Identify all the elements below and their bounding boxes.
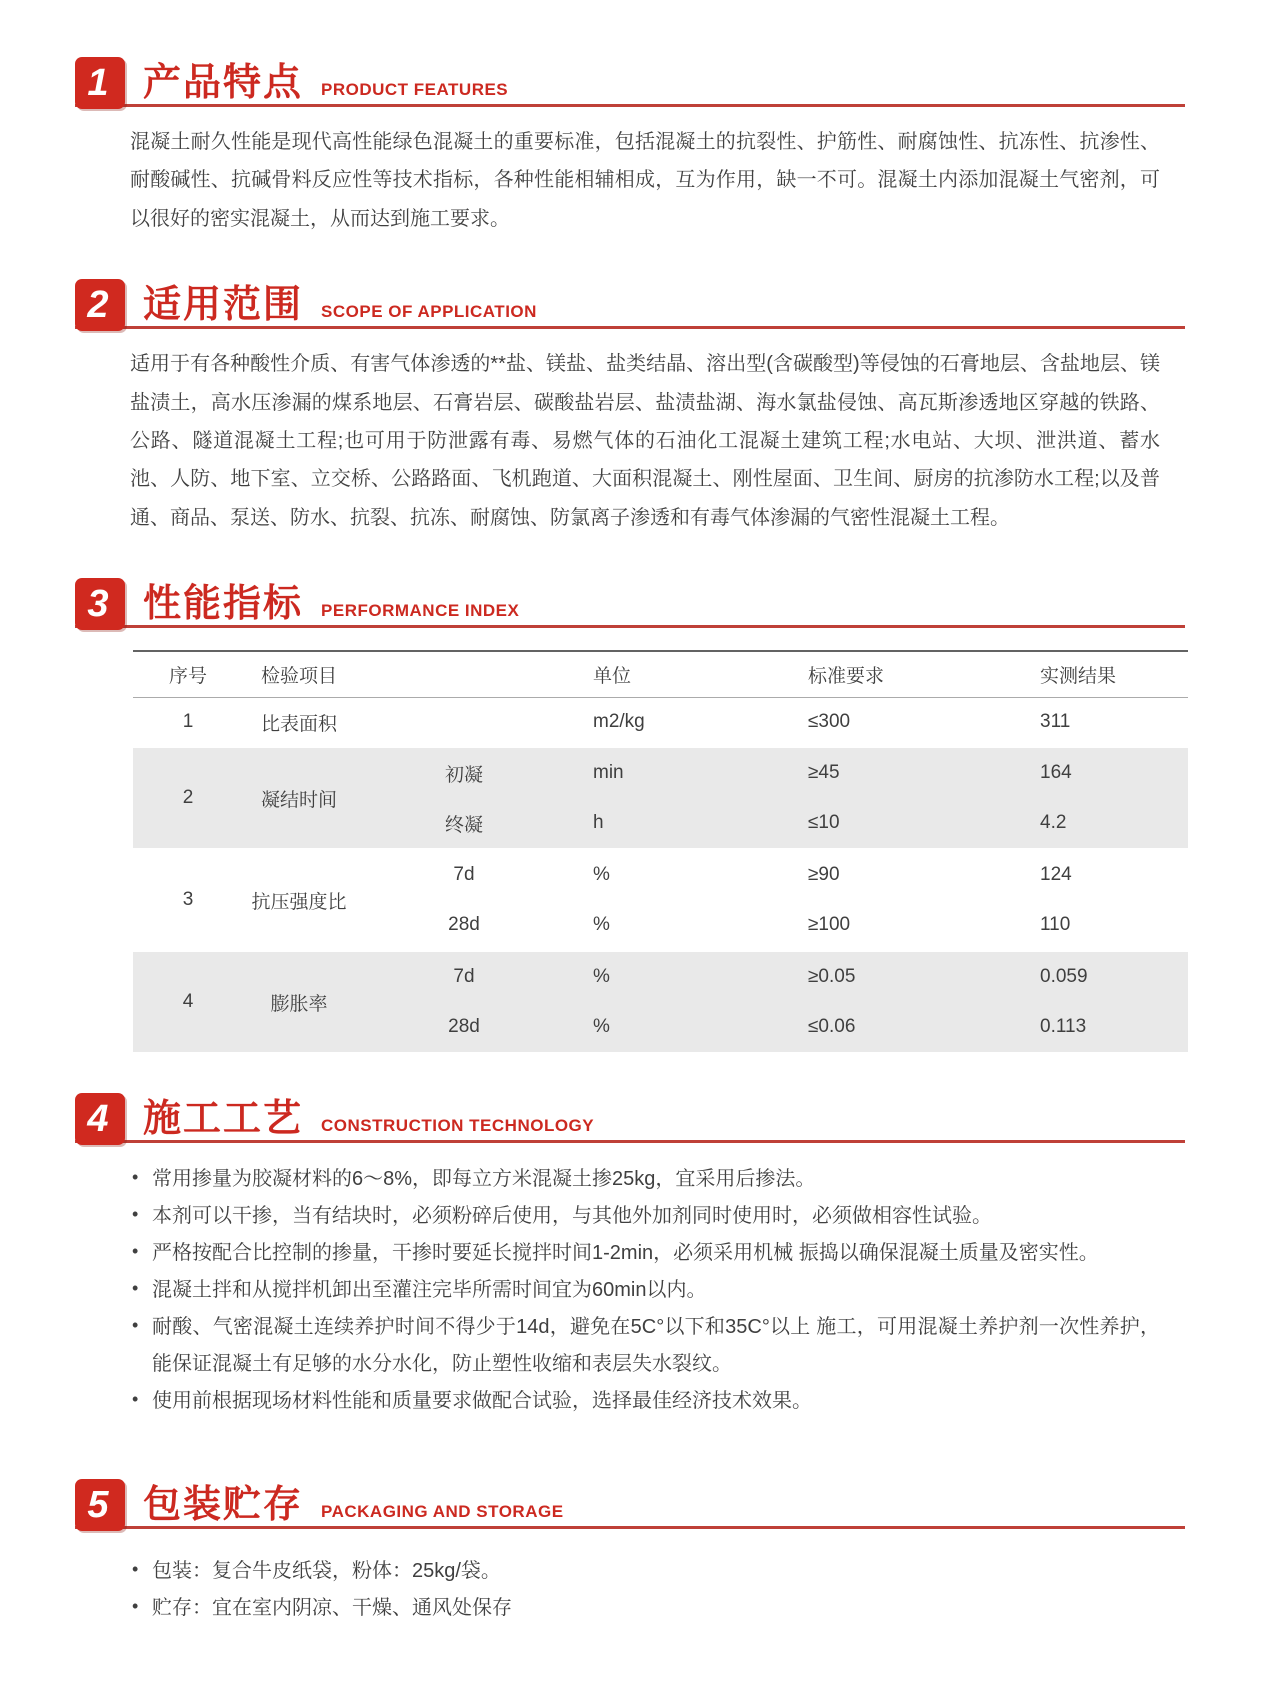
cell-unit: h xyxy=(593,812,604,834)
list-item: • 严格按配合比控制的掺量，干掺时要延长搅拌时间1-2min，必须采用机械 振捣以确保混凝土质量及密实性。 xyxy=(130,1235,1160,1272)
cell-standard: ≥45 xyxy=(808,762,840,784)
col-header-standard: 标准要求 xyxy=(808,666,885,688)
cell-unit: % xyxy=(593,914,610,936)
section-subtitle: PRODUCT FEATURES xyxy=(321,80,509,99)
list-item: • 耐酸、气密混凝土连续养护时间不得少于14d，避免在5C°以下和35C°以上 施工，可用混凝土养护剂一次性养护，能保证混凝土有足够的水分水化，防止塑性收缩和表层失水裂纹。 xyxy=(130,1309,1160,1383)
cell-item: 凝结时间 xyxy=(260,789,337,811)
section-3-header xyxy=(75,573,1185,628)
section-1-header xyxy=(75,52,1185,107)
section-number: 1 xyxy=(87,61,109,104)
cell-unit: % xyxy=(593,1016,610,1038)
cell-unit: % xyxy=(593,864,610,886)
cell-result: 0.059 xyxy=(1040,966,1088,988)
cell-item: 比表面积 xyxy=(260,713,337,735)
cell-sub: 28d xyxy=(448,914,480,936)
section-1-number-badge xyxy=(75,57,125,109)
list-item: • 本剂可以干掺，当有结块时，必须粉碎后使用，与其他外加剂同时使用时，必须做相容性试验。 xyxy=(130,1198,1160,1235)
construction-bullet-list xyxy=(130,1161,1160,1420)
list-item: • 混凝土拌和从搅拌机卸出至灌注完毕所需时间宜为60min以内。 xyxy=(130,1272,1160,1309)
cell-item: 膨胀率 xyxy=(270,993,328,1015)
table-row xyxy=(133,952,1188,1052)
list-item: • 常用掺量为胶凝材料的6～8%，即每立方米混凝土掺25kg，宜采用后掺法。 xyxy=(130,1161,1160,1198)
packaging-bullet-list xyxy=(130,1553,1160,1627)
section-packaging-and-storage xyxy=(75,1474,1185,1627)
cell-seq: 4 xyxy=(182,991,194,1013)
section-title: 产品特点 xyxy=(143,62,304,105)
cell-sub: 28d xyxy=(448,1016,480,1038)
section-subtitle: PACKAGING AND STORAGE xyxy=(321,1502,564,1522)
section-number: 3 xyxy=(87,582,109,625)
cell-sub: 初凝 xyxy=(444,764,483,786)
section-subtitle: SCOPE OF APPLICATION xyxy=(321,302,537,322)
cell-standard: ≥100 xyxy=(808,914,851,936)
table-header-row xyxy=(133,650,1188,698)
cell-result: 164 xyxy=(1040,762,1072,784)
cell-standard: ≤300 xyxy=(808,711,851,733)
cell-result: 311 xyxy=(1040,711,1071,733)
cell-result: 110 xyxy=(1040,914,1071,936)
cell-sub: 终凝 xyxy=(444,814,483,836)
cell-seq: 3 xyxy=(182,889,194,911)
cell-standard: ≤10 xyxy=(808,812,840,834)
cell-result: 124 xyxy=(1040,864,1072,886)
cell-seq: 1 xyxy=(182,711,194,733)
table-row xyxy=(133,850,1188,950)
section-number: 5 xyxy=(87,1483,109,1526)
col-header-item: 检验项目 xyxy=(260,666,337,688)
section-number: 4 xyxy=(87,1097,109,1140)
section-2-number-badge xyxy=(75,279,125,331)
performance-table xyxy=(133,650,1188,1052)
cell-sub: 7d xyxy=(453,864,475,886)
cell-result: 0.113 xyxy=(1040,1016,1087,1038)
section-2-header xyxy=(75,274,1185,329)
col-header-seq: 序号 xyxy=(168,666,207,688)
cell-seq: 2 xyxy=(182,787,194,809)
section-number: 2 xyxy=(87,283,109,326)
list-item: • 包装：复合牛皮纸袋，粉体：25kg/袋。 xyxy=(130,1553,1160,1590)
col-header-unit: 单位 xyxy=(593,666,632,688)
section-title: 性能指标 xyxy=(143,583,304,626)
section-title: 施工工艺 xyxy=(143,1098,304,1141)
cell-standard: ≥0.05 xyxy=(808,966,856,988)
section-scope-of-application xyxy=(75,274,1185,537)
section-subtitle: CONSTRUCTION TECHNOLOGY xyxy=(321,1116,595,1136)
table-row xyxy=(133,748,1188,848)
section-title: 适用范围 xyxy=(143,284,304,327)
section-5-header xyxy=(75,1474,1185,1529)
cell-result: 4.2 xyxy=(1040,812,1067,834)
section-3-number-badge xyxy=(75,578,125,630)
cell-item: 抗压强度比 xyxy=(251,891,347,913)
cell-standard: ≥90 xyxy=(808,864,840,886)
list-item: • 使用前根据现场材料性能和质量要求做配合试验，选择最佳经济技术效果。 xyxy=(130,1383,1160,1420)
cell-unit: m2/kg xyxy=(593,711,645,733)
section-1-paragraph: 混凝土耐久性能是现代高性能绿色混凝土的重要标准，包括混凝土的抗裂性、护筋性、耐腐蚀性、抗冻性、抗渗性、耐酸碱性、抗碱骨料反应性等技术指标，各种性能相辅相成，互为作用，缺一不可。混凝土内添加混凝土气密剂，可以很好的密实混凝土，从而达到施工要求。 xyxy=(130,131,1160,230)
section-product-features xyxy=(75,52,1185,238)
section-4-header xyxy=(75,1088,1185,1143)
section-5-number-badge xyxy=(75,1479,125,1531)
section-construction-technology xyxy=(75,1088,1185,1420)
cell-unit: % xyxy=(593,966,610,988)
section-title: 包装贮存 xyxy=(143,1484,304,1527)
table-row xyxy=(133,698,1188,746)
section-4-number-badge xyxy=(75,1093,125,1145)
section-subtitle: PERFORMANCE INDEX xyxy=(321,601,520,621)
cell-standard: ≤0.06 xyxy=(808,1016,856,1038)
list-item: • 贮存：宜在室内阴凉、干燥、通风处保存 xyxy=(130,1590,1160,1627)
col-header-result: 实测结果 xyxy=(1040,666,1117,688)
cell-sub: 7d xyxy=(453,966,475,988)
section-2-paragraph: 适用于有各种酸性介质、有害气体渗透的**盐、镁盐、盐类结晶、溶出型(含碳酸型)等侵蚀的石膏地层、含盐地层、镁盐渍土，高水压渗漏的煤系地层、石膏岩层、碳酸盐岩层、盐渍盐湖、海水氯盐侵蚀、高瓦斯渗透地区穿越的铁路、公路、隧道混凝土工程;也可用于防泄露有毒、易燃气体的石油化工混凝土建筑工程;水电站、大坝、泄洪道、蓄水池、人防、地下室、立交桥、公路路面、飞机跑道、大面积混凝土、刚性屋面、卫生间、厨房的抗渗防水工程;以及普通、商品、泵送、防水、抗裂、抗冻、耐腐蚀、防氯离子渗透和有毒气体渗漏的气密性混凝土工程。 xyxy=(130,353,1160,529)
cell-unit: min xyxy=(593,762,624,784)
section-performance-index xyxy=(75,573,1185,1052)
